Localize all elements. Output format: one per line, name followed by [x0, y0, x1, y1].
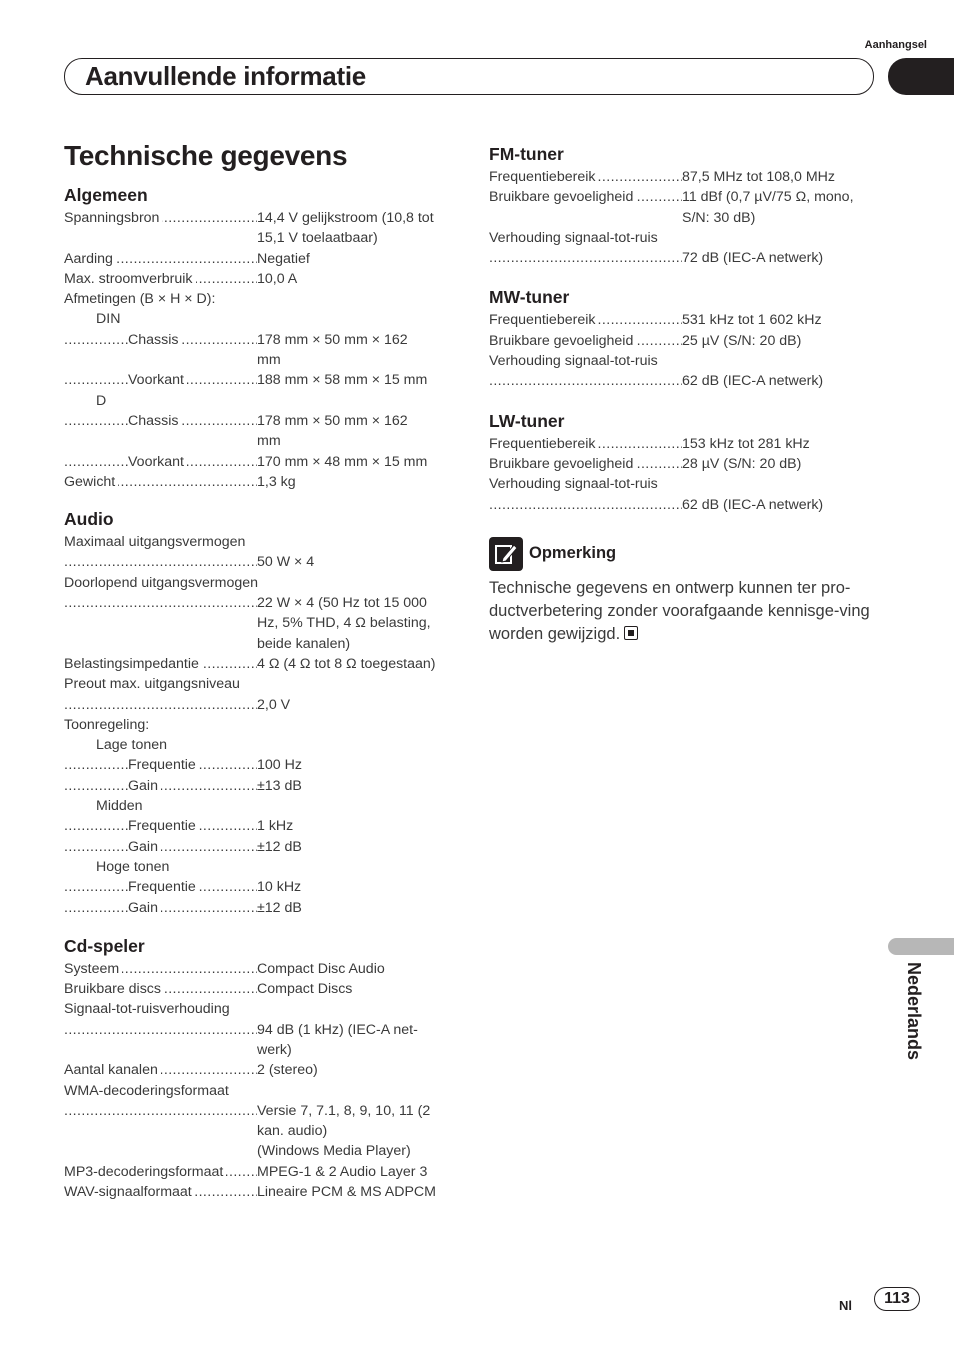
spec-label: Spanningsbron — [64, 210, 162, 226]
note-title: Opmerking — [529, 544, 617, 563]
spec-value: 11 dBf (0,7 µV/75 Ω, mono, — [682, 189, 854, 206]
spec-label: D — [96, 392, 107, 409]
spec-label: Voorkant — [128, 372, 187, 388]
end-mark-icon — [624, 626, 638, 640]
spec-value: MPEG-1 & 2 Audio Layer 3 — [257, 1163, 428, 1180]
heading-fm-tuner: FM-tuner — [489, 144, 564, 164]
spec-label: Signaal-tot-ruisverhouding — [64, 1001, 230, 1018]
spec-value: Lineaire PCM & MS ADPCM — [257, 1184, 436, 1201]
note-header — [489, 537, 889, 571]
spec-row — [64, 1060, 464, 1080]
spec-value: 170 mm × 48 mm × 15 mm — [257, 453, 428, 470]
spec-label: Afmetingen (B × H × D): — [64, 291, 216, 308]
spec-label: Bruikbare gevoeligheid — [489, 189, 636, 205]
spec-label — [84, 1103, 87, 1119]
chapter-title: Aanvullende informatie — [85, 61, 366, 91]
note-block — [489, 537, 889, 646]
spec-row — [64, 898, 464, 918]
spec-label: WMA-decoderingsformaat — [64, 1082, 229, 1099]
spec-label: Lage tonen — [96, 737, 168, 754]
spec-value: 531 kHz tot 1 602 kHz — [682, 312, 822, 329]
spec-label: Verhouding signaal-tot-ruis — [489, 353, 658, 370]
spec-row — [489, 371, 889, 391]
spec-row — [489, 248, 889, 268]
note-text-block — [489, 577, 879, 646]
spec-label: Chassis — [128, 332, 181, 348]
spec-row — [489, 454, 889, 474]
spec-row — [64, 695, 464, 715]
spec-label: Frequentie — [128, 757, 199, 773]
spec-row — [64, 472, 464, 492]
heading-lw-tuner: LW-tuner — [489, 410, 565, 431]
spec-row-continued — [64, 634, 464, 654]
spec-row — [64, 837, 464, 857]
spec-subheading — [64, 796, 464, 816]
section-label: Aanhangsel — [864, 39, 927, 51]
spec-label: Bruikbare gevoeligheid — [489, 333, 636, 349]
spec-value: 50 W × 4 — [257, 554, 315, 571]
spec-value: (Windows Media Player) — [257, 1143, 411, 1160]
page-number: 113 — [874, 1287, 920, 1311]
spec-label: Aantal kanalen — [64, 1062, 161, 1078]
spec-subheading — [64, 289, 464, 309]
spec-value: Hz, 5% THD, 4 Ω belasting, — [257, 615, 431, 632]
note-text: Technische gegevens en ontwerp kunnen ter pro-ductverbetering zonder voorafgaande kennisge-ving worden gewijzigd. — [489, 578, 870, 643]
language-tab — [888, 938, 954, 955]
spec-row — [64, 330, 464, 350]
spec-label: Frequentie — [128, 818, 199, 834]
spec-value: 10,0 A — [257, 270, 298, 287]
spec-label: Preout max. uitgangsniveau — [64, 676, 240, 693]
spec-label: Belastingsimpedantie — [64, 656, 202, 672]
heading-audio: Audio — [64, 509, 114, 530]
spec-value: 1,3 kg — [257, 473, 296, 490]
spec-row — [489, 331, 889, 351]
spec-row — [64, 654, 464, 674]
spec-subheading — [64, 532, 464, 552]
spec-label: Hoge tonen — [96, 858, 170, 875]
spec-label: Frequentie — [128, 879, 199, 895]
spec-label: Frequentiebereik — [489, 312, 598, 328]
spec-row — [64, 269, 464, 289]
spec-value: Negatief — [257, 250, 310, 267]
spec-label: Maximaal uitgangsvermogen — [64, 534, 246, 551]
spec-row — [64, 959, 464, 979]
spec-label: Aarding — [64, 251, 116, 267]
spec-row — [64, 979, 464, 999]
spec-label: Voorkant — [128, 454, 187, 470]
spec-row-continued — [64, 228, 464, 248]
spec-value: 14,4 V gelijkstroom (10,8 tot — [257, 210, 434, 226]
spec-subheading — [64, 857, 464, 877]
spec-value: kan. audio) — [257, 1123, 328, 1140]
chapter-tab — [888, 58, 954, 95]
left-column — [64, 182, 464, 1202]
spec-value: 28 µV (S/N: 20 dB) — [682, 455, 802, 472]
spec-label: Bruikbare discs — [64, 981, 164, 997]
spec-row-continued — [64, 431, 464, 451]
spec-value: 178 mm × 50 mm × 162 — [257, 331, 408, 348]
spec-value: 178 mm × 50 mm × 162 — [257, 412, 408, 429]
spec-value: 87,5 MHz tot 108,0 MHz — [682, 169, 835, 185]
spec-row — [64, 1162, 464, 1182]
spec-value: werk) — [257, 1041, 292, 1058]
spec-row — [64, 776, 464, 796]
spec-value: 2 (stereo) — [257, 1062, 318, 1079]
spec-row — [64, 816, 464, 836]
spec-value: Compact Disc Audio — [257, 960, 385, 977]
spec-row — [64, 208, 464, 228]
spec-label — [84, 595, 87, 611]
spec-subheading — [489, 474, 889, 494]
spec-subheading — [64, 674, 464, 694]
spec-value: 25 µV (S/N: 20 dB) — [682, 332, 802, 349]
spec-subheading — [64, 1081, 464, 1101]
spec-subheading — [489, 228, 889, 248]
spec-label — [509, 250, 512, 266]
spec-label: Frequentiebereik — [489, 436, 598, 452]
spec-value: 4 Ω (4 Ω tot 8 Ω toegestaan) — [257, 655, 436, 672]
spec-subheading — [64, 735, 464, 755]
spec-value: beide kanalen) — [257, 635, 351, 652]
spec-row — [64, 877, 464, 897]
spec-value: ±12 dB — [257, 838, 302, 855]
spec-row — [64, 1182, 464, 1202]
chapter-header-bar — [64, 58, 874, 95]
spec-label: Chassis — [128, 413, 181, 429]
spec-row — [64, 755, 464, 775]
spec-row-continued — [64, 1121, 464, 1141]
spec-row — [64, 249, 464, 269]
heading-algemeen: Algemeen — [64, 185, 148, 205]
spec-label: WAV-signaalformaat — [64, 1184, 195, 1200]
spec-row — [489, 495, 889, 515]
language-code: Nl — [839, 1298, 852, 1313]
spec-label: DIN — [96, 311, 121, 328]
spec-label: Verhouding signaal-tot-ruis — [489, 229, 658, 246]
spec-label: Frequentiebereik — [489, 169, 598, 185]
spec-label — [509, 497, 512, 513]
spec-value: 188 mm × 58 mm × 15 mm — [257, 372, 428, 389]
spec-value: 62 dB (IEC-A netwerk) — [682, 496, 824, 513]
spec-value: 62 dB (IEC-A netwerk) — [682, 373, 824, 390]
spec-row — [64, 1101, 464, 1121]
spec-value: Versie 7, 7.1, 8, 9, 10, 11 (2 — [257, 1102, 431, 1119]
spec-row — [489, 434, 889, 454]
spec-label — [84, 697, 87, 713]
spec-label: MP3-decoderingsformaat — [64, 1164, 226, 1180]
spec-row — [489, 167, 889, 187]
spec-row-continued — [489, 208, 889, 228]
spec-label — [84, 1022, 87, 1038]
spec-subheading — [489, 351, 889, 371]
spec-row — [64, 1020, 464, 1040]
spec-label: Gewicht — [64, 474, 118, 490]
spec-value: S/N: 30 dB) — [682, 209, 756, 226]
spec-row — [64, 411, 464, 431]
spec-row-continued — [64, 1040, 464, 1060]
spec-value: ±12 dB — [257, 899, 302, 916]
spec-value: 72 dB (IEC-A netwerk) — [682, 250, 824, 267]
spec-subheading — [64, 391, 464, 411]
spec-label: Systeem — [64, 961, 122, 977]
spec-row-continued — [64, 350, 464, 370]
spec-label: Verhouding signaal-tot-ruis — [489, 476, 658, 493]
spec-row — [64, 552, 464, 572]
spec-label — [509, 373, 512, 389]
spec-subheading — [64, 999, 464, 1019]
spec-subheading — [64, 309, 464, 329]
spec-label: Midden — [96, 798, 143, 815]
spec-row — [64, 370, 464, 390]
right-column — [489, 141, 889, 646]
spec-value: 22 W × 4 (50 Hz tot 15 000 — [257, 595, 427, 612]
spec-row-continued — [64, 613, 464, 633]
spec-row — [489, 310, 889, 330]
spec-label: Gain — [128, 900, 161, 916]
spec-row — [64, 452, 464, 472]
spec-row-continued — [64, 1141, 464, 1161]
heading-cd-speler: Cd-speler — [64, 935, 145, 956]
spec-value: ±13 dB — [257, 777, 302, 794]
spec-row — [64, 593, 464, 613]
spec-row — [489, 187, 889, 207]
spec-value: 100 Hz — [257, 757, 302, 774]
spec-label: Toonregeling: — [64, 716, 150, 733]
spec-value: 15,1 V toelaatbaar) — [257, 230, 378, 247]
spec-label: Bruikbare gevoeligheid — [489, 456, 636, 472]
page-title: Technische gegevens — [64, 140, 348, 171]
spec-label — [84, 554, 87, 570]
spec-subheading — [64, 573, 464, 593]
side-language-label: Nederlands — [904, 962, 924, 1061]
spec-label: Max. stroomverbruik — [64, 271, 196, 287]
spec-value: 2,0 V — [257, 696, 291, 713]
spec-value: mm — [257, 433, 281, 450]
spec-subheading — [64, 715, 464, 735]
spec-label: Doorlopend uitgangsvermogen — [64, 574, 259, 591]
spec-value: mm — [257, 352, 281, 369]
heading-mw-tuner: MW-tuner — [489, 287, 570, 308]
spec-label: Gain — [128, 778, 161, 794]
note-pencil-icon — [489, 537, 523, 571]
spec-value: 153 kHz tot 281 kHz — [682, 435, 810, 452]
spec-value: Compact Discs — [257, 981, 353, 998]
spec-value: 94 dB (1 kHz) (IEC-A net- — [257, 1021, 418, 1038]
spec-value: 1 kHz — [257, 818, 294, 835]
spec-label: Gain — [128, 839, 161, 855]
spec-value: 10 kHz — [257, 879, 302, 896]
